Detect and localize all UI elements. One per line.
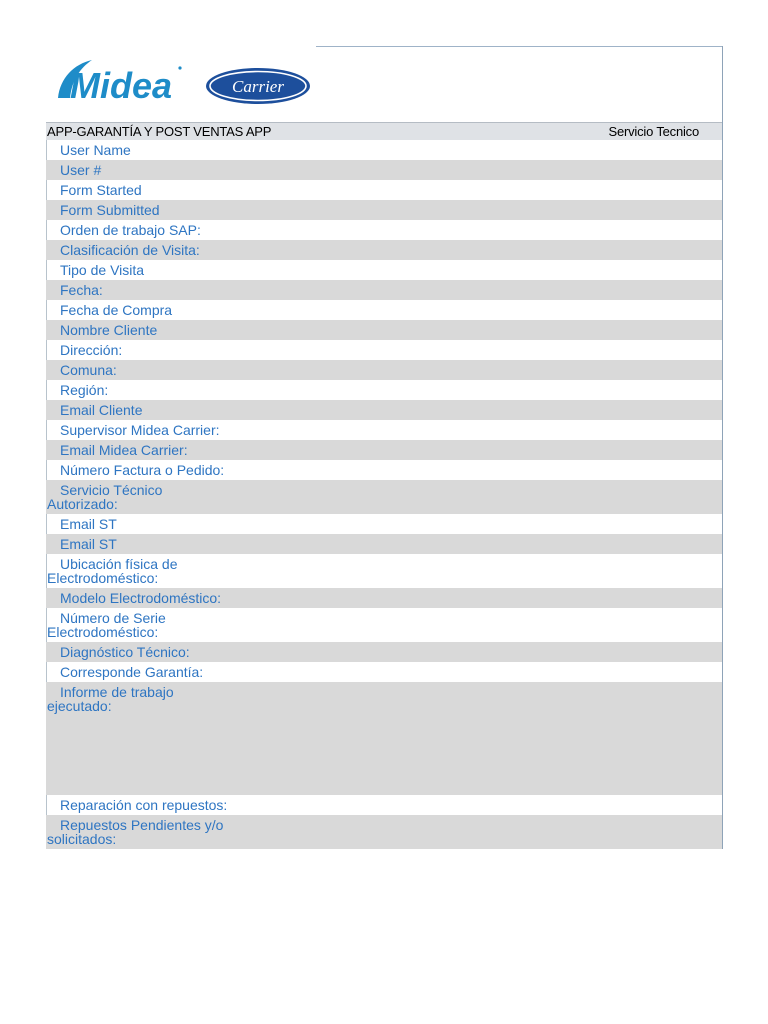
form-field-row — [46, 682, 722, 795]
form-field-row — [46, 240, 722, 260]
form-field-row — [46, 200, 722, 220]
field-label: Ubicación física de — [60, 556, 178, 572]
form-title: APP-GARANTÍA Y POST VENTAS APP — [47, 124, 272, 139]
field-label: Diagnóstico Técnico: — [60, 644, 190, 660]
form-field-row — [46, 320, 722, 340]
form-field-row — [46, 480, 722, 514]
form-field-row — [46, 815, 722, 849]
field-label: Fecha de Compra — [60, 302, 173, 318]
field-label: Email Cliente — [60, 402, 143, 418]
field-label-continued: Autorizado: — [47, 496, 118, 512]
form-field-row — [46, 220, 722, 240]
field-label: Reparación con repuestos: — [60, 797, 228, 813]
form-field-row — [46, 400, 722, 420]
field-label: User Name — [60, 142, 131, 158]
form-field-row — [46, 420, 722, 440]
field-label: Región: — [60, 382, 109, 398]
form-field-row — [46, 280, 722, 300]
form-field-row — [46, 380, 722, 400]
field-label: Supervisor Midea Carrier: — [60, 422, 220, 438]
field-label: Email ST — [60, 536, 117, 552]
midea-logo-text: Midea — [70, 65, 173, 104]
form-field-row — [46, 440, 722, 460]
midea-logo — [52, 54, 202, 104]
field-label: Tipo de Visita — [60, 262, 145, 278]
field-label-continued: ejecutado: — [47, 698, 112, 714]
field-label: Comuna: — [60, 362, 117, 378]
field-label-continued: Electrodoméstico: — [47, 570, 159, 586]
form-field-row — [46, 460, 722, 480]
field-label: User # — [60, 162, 102, 178]
form-field-row — [46, 662, 722, 682]
field-label: Clasificación de Visita: — [60, 242, 200, 258]
form-field-row — [46, 360, 722, 380]
field-label: Email Midea Carrier: — [60, 442, 188, 458]
form-header — [46, 122, 722, 140]
form-section-label: Servicio Tecnico — [608, 124, 699, 139]
form-field-row — [46, 300, 722, 320]
field-label: Modelo Electrodoméstico: — [60, 590, 222, 606]
right-border — [722, 46, 723, 849]
field-label: Número Factura o Pedido: — [60, 462, 225, 478]
field-label: Servicio Técnico — [60, 482, 163, 498]
form-field-row — [46, 140, 722, 160]
form-field-row — [46, 514, 722, 534]
top-border — [316, 46, 723, 47]
form-field-row — [46, 340, 722, 360]
field-label: Email ST — [60, 516, 117, 532]
form-field-row — [46, 588, 722, 608]
field-label: Informe de trabajo — [60, 684, 174, 700]
form-field-row — [46, 642, 722, 662]
field-label: Corresponde Garantía: — [60, 664, 204, 680]
form-field-row — [46, 534, 722, 554]
form-field-row — [46, 795, 722, 815]
field-list — [46, 140, 722, 849]
carrier-logo-text: Carrier — [232, 77, 284, 96]
field-label: Número de Serie — [60, 610, 166, 626]
field-label: Dirección: — [60, 342, 123, 358]
form-field-row — [46, 180, 722, 200]
field-label: Repuestos Pendientes y/o — [60, 817, 224, 833]
field-label: Form Submitted — [60, 202, 160, 218]
field-label: Orden de trabajo SAP: — [60, 222, 201, 238]
form-field-row — [46, 160, 722, 180]
field-label: Fecha: — [60, 282, 103, 298]
form-field-row — [46, 260, 722, 280]
form-sheet — [46, 46, 723, 849]
field-label-continued: Electrodoméstico: — [47, 624, 159, 640]
field-label: Nombre Cliente — [60, 322, 158, 338]
field-label: Form Started — [60, 182, 142, 198]
field-label-continued: solicitados: — [47, 831, 117, 847]
form-field-row — [46, 554, 722, 588]
form-field-row — [46, 608, 722, 642]
carrier-logo — [204, 66, 312, 106]
